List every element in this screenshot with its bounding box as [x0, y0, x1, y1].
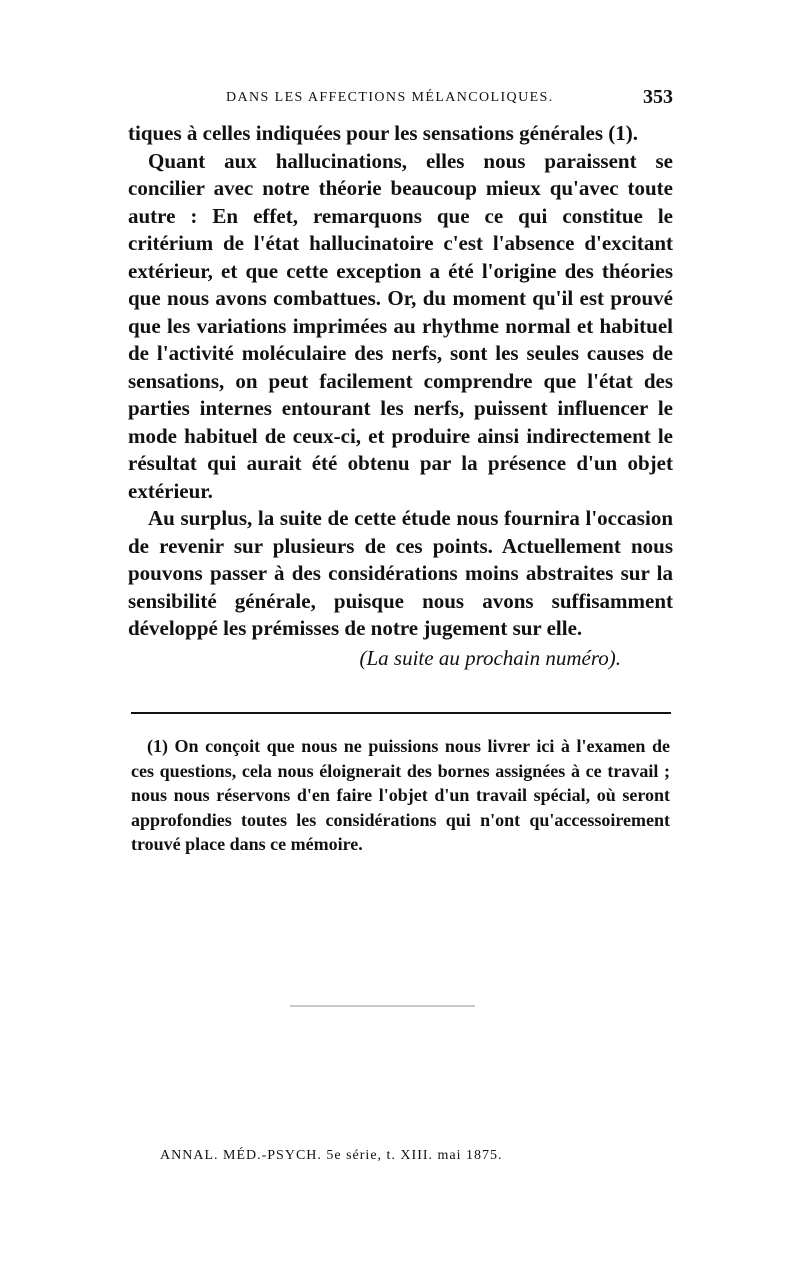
footnote-text: (1) On conçoit que nous ne puissions nous livrer ici à l'examen de ces questions, cela nous éloignerait des bornes assignées à ce travail ; nous nous réservons d'en faire l'objet d'un travail spécial, où seront approfondies toutes les considérations qui n'ont qu'accessoirement trouvé place dans ce mémoire.	[131, 736, 670, 854]
paragraph-hallucinations: Quant aux hallucinations, elles nous paraissent se concilier avec notre théorie beaucoup mieux qu'avec toute autre : En effet, remarquons que ce qui constitue le critérium de l'état hallucinatoire c'est l'absence d'excitant extérieur, et que cette exception a été l'origine des théories que nous avons combattues. Or, du moment qu'il est prouvé que les variations imprimées au rhythme normal et habituel de l'activité moléculaire des nerfs, sont les seules causes de sensations, on peut facilement comprendre que l'état des parties internes entourant les nerfs, puissent influencer le mode habituel de ceux-ci, et produire ainsi indirectement le résultat qui aurait été obtenu par la présence d'un objet extérieur.	[128, 148, 673, 503]
paragraph-continuation: tiques à celles indiquées pour les sensations générales (1).	[128, 121, 639, 145]
paragraph-conclusion: Au surplus, la suite de cette étude nous fournira l'occasion de revenir sur plusieurs de ces points. Actuellement nous pouvons passer à des considérations moins abstraites sur la sensibilité générale, puisque nous avons suffisamment développé les prémisses de notre jugement sur elle.	[128, 506, 673, 640]
continuation-note: (La suite au prochain numéro).	[359, 645, 621, 670]
body-text	[128, 120, 673, 672]
show-through-mark	[290, 1005, 475, 1007]
running-title: DANS LES AFFECTIONS MÉLANCOLIQUES.	[226, 90, 554, 105]
footnote-separator	[131, 712, 671, 714]
printer-signature-line: ANNAL. MÉD.-PSYCH. 5e série, t. XIII. mai 1875.	[160, 1148, 503, 1163]
footnote	[131, 734, 670, 857]
page-number: 353	[643, 86, 673, 108]
